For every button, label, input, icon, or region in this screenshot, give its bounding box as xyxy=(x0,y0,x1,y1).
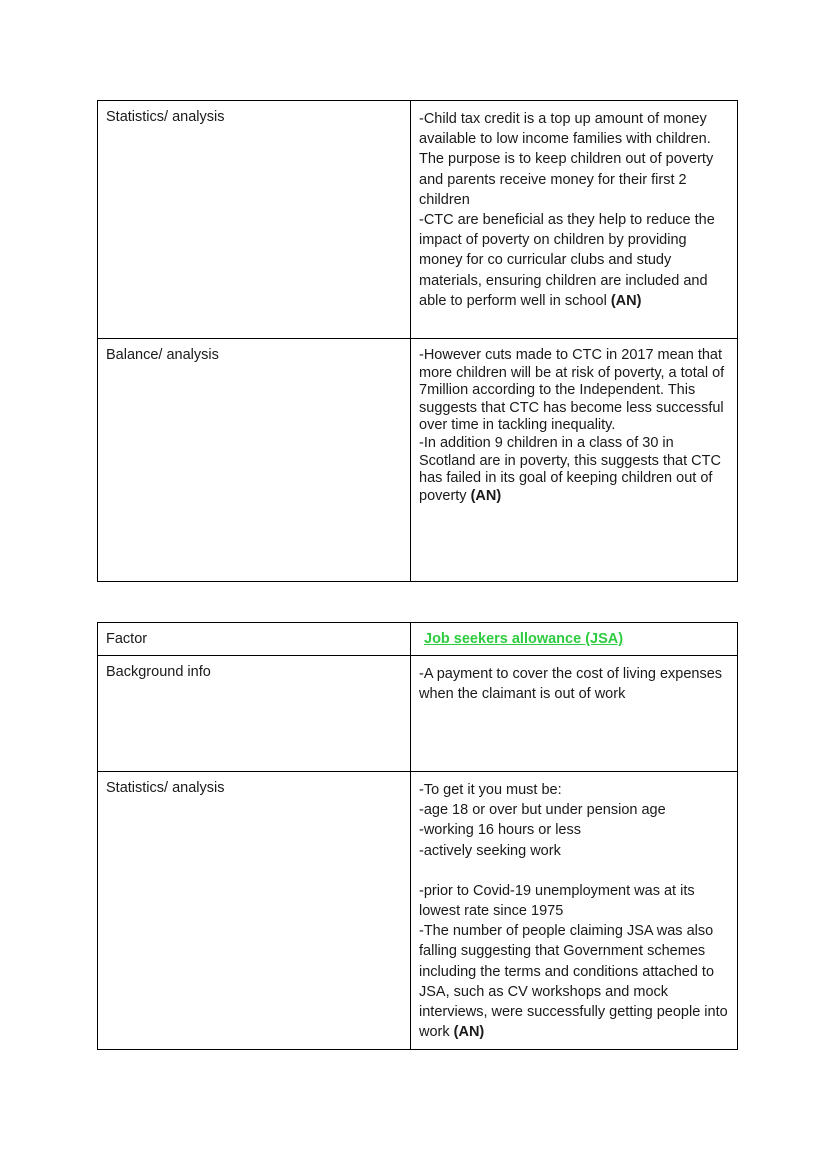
paragraph: -prior to Covid-19 unemployment was at its lowest rate since 1975 xyxy=(419,882,695,920)
table-row xyxy=(98,101,738,339)
row-label: Factor xyxy=(98,623,411,656)
jsa-table xyxy=(97,622,738,1050)
table-row xyxy=(98,623,738,656)
paragraph: -A payment to cover the cost of living expenses when the claimant is out of work xyxy=(419,666,723,703)
list-line: -working 16 hours or less xyxy=(419,822,581,839)
row-label: Balance/ analysis xyxy=(98,339,411,582)
factor-link[interactable]: Job seekers allowance (JSA) xyxy=(424,631,624,647)
paragraph xyxy=(419,435,730,505)
paragraph: -However cuts made to CTC in 2017 mean that more children will be at risk of poverty, a total of 7million according to the Independent. This suggests that CTC has become less successful over time in tackling inequality. xyxy=(419,347,725,434)
paragraph xyxy=(419,210,730,311)
paragraph: -Child tax credit is a top up amount of money available to low income families with children. The purpose is to keep children out of poverty and parents receive money for their first 2 children xyxy=(419,111,714,208)
analysis-tag: (AN) xyxy=(453,1024,485,1041)
row-label: Statistics/ analysis xyxy=(98,772,411,1050)
list-line: -To get it you must be: xyxy=(419,782,562,798)
row-content xyxy=(411,339,738,582)
paragraph-text: -In addition 9 children in a class of 30 in Scotland are in poverty, this suggests that CTC has failed in its goal of keeping children out of poverty xyxy=(419,434,721,504)
row-content xyxy=(411,656,738,772)
analysis-tag: (AN) xyxy=(610,292,642,309)
table-row xyxy=(98,339,738,582)
list-line: -actively seeking work xyxy=(419,842,561,859)
child-tax-credit-table xyxy=(97,100,738,582)
row-content xyxy=(411,623,738,656)
paragraph xyxy=(419,921,730,1042)
analysis-tag: (AN) xyxy=(470,487,502,504)
table-row xyxy=(98,656,738,772)
row-content xyxy=(411,772,738,1050)
row-label: Background info xyxy=(98,656,411,772)
row-label: Statistics/ analysis xyxy=(98,101,411,339)
paragraph-text: -CTC are beneficial as they help to reduce the impact of poverty on children by providing money for co curricular clubs and study materials, ensuring children are included and able to perform well in school xyxy=(419,212,715,309)
paragraph-text: -The number of people claiming JSA was also falling suggesting that Government schemes including the terms and conditions attached to JSA, such as CV workshops and mock interviews, were successfully getting people into work xyxy=(419,923,728,1041)
blank-line xyxy=(419,861,730,881)
row-content xyxy=(411,101,738,339)
list-line: -age 18 or over but under pension age xyxy=(419,802,666,819)
table-row xyxy=(98,772,738,1050)
